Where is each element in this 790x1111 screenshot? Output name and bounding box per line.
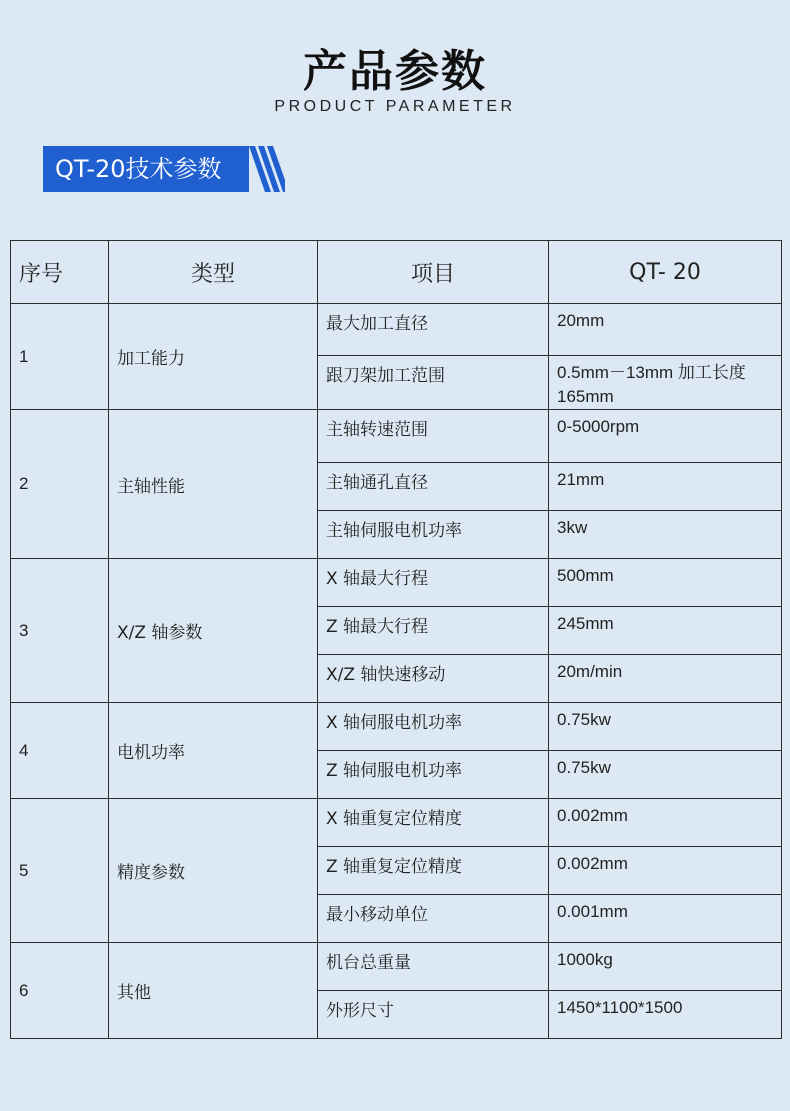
cell-item: 跟刀架加工范围	[318, 356, 549, 410]
page-subtitle: PRODUCT PARAMETER	[274, 98, 516, 115]
cell-value: 0-5000rpm	[549, 410, 782, 463]
cell-value: 0.002mm	[549, 847, 782, 895]
banner-stripes-decoration	[249, 146, 285, 192]
cell-item: X 轴伺服电机功率	[318, 703, 549, 751]
cell-seq: 1	[11, 304, 109, 410]
cell-type: 精度参数	[109, 799, 318, 943]
cell-value: 0.002mm	[549, 799, 782, 847]
cell-value: 20m/min	[549, 655, 782, 703]
cell-seq: 2	[11, 410, 109, 559]
cell-value: 0.001mm	[549, 895, 782, 943]
cell-value: 21mm	[549, 463, 782, 511]
cell-item: Z 轴最大行程	[318, 607, 549, 655]
table-row	[11, 304, 782, 356]
cell-seq: 5	[11, 799, 109, 943]
cell-value: 0.75kw	[549, 751, 782, 799]
cell-item: 最小移动单位	[318, 895, 549, 943]
cell-item: X 轴重复定位精度	[318, 799, 549, 847]
table-row	[11, 799, 782, 847]
header-item: 项目	[318, 241, 549, 304]
cell-item: X/Z 轴快速移动	[318, 655, 549, 703]
header-model: QT- 20	[549, 241, 782, 304]
cell-value: 0.5mm－13mm 加工长度165mm	[549, 356, 782, 410]
cell-value: 0.75kw	[549, 703, 782, 751]
cell-value: 245mm	[549, 607, 782, 655]
cell-item: 外形尺寸	[318, 991, 549, 1039]
cell-value: 1000kg	[549, 943, 782, 991]
header-type: 类型	[109, 241, 318, 304]
cell-seq: 4	[11, 703, 109, 799]
cell-item: 主轴转速范围	[318, 410, 549, 463]
table-row	[11, 943, 782, 991]
cell-value: 3kw	[549, 511, 782, 559]
cell-item: Z 轴伺服电机功率	[318, 751, 549, 799]
page-title: 产品参数	[303, 46, 487, 97]
spec-table	[10, 240, 782, 1039]
header-seq: 序号	[11, 241, 109, 304]
cell-value: 20mm	[549, 304, 782, 356]
cell-item: Z 轴重复定位精度	[318, 847, 549, 895]
cell-type: 主轴性能	[109, 410, 318, 559]
cell-type: 其他	[109, 943, 318, 1039]
cell-seq: 6	[11, 943, 109, 1039]
cell-item: 机台总重量	[318, 943, 549, 991]
cell-value: 500mm	[549, 559, 782, 607]
cell-type: X/Z 轴参数	[109, 559, 318, 703]
cell-item: 主轴通孔直径	[318, 463, 549, 511]
table-row	[11, 410, 782, 463]
cell-type: 电机功率	[109, 703, 318, 799]
cell-item: 最大加工直径	[318, 304, 549, 356]
cell-item: X 轴最大行程	[318, 559, 549, 607]
section-banner: QT-20技术参数	[43, 146, 249, 192]
table-row	[11, 703, 782, 751]
table-header-row	[11, 241, 782, 304]
table-row	[11, 559, 782, 607]
cell-item: 主轴伺服电机功率	[318, 511, 549, 559]
cell-type: 加工能力	[109, 304, 318, 410]
cell-seq: 3	[11, 559, 109, 703]
cell-value: 1450*1100*1500	[549, 991, 782, 1039]
